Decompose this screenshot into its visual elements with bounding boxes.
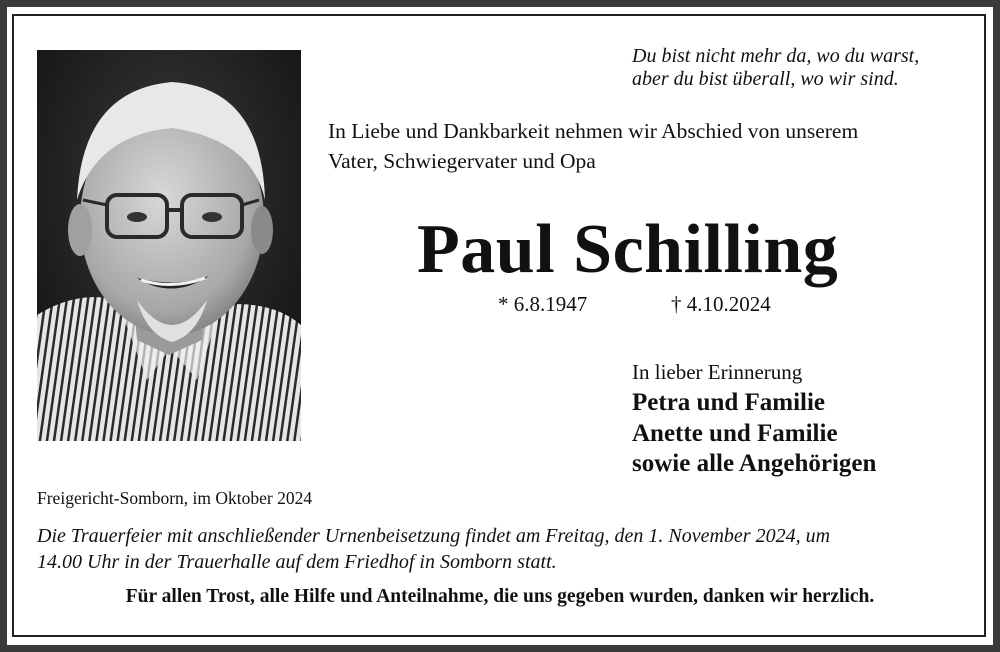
mourner-entry: sowie alle Angehörigen xyxy=(632,450,877,477)
intro-text xyxy=(328,116,968,176)
thanks-line: Für allen Trost, alle Hilfe und Anteilnahme, die uns gegeben wurden, danken wir herzlich. xyxy=(125,586,875,607)
mourner-entry: Petra und Familie xyxy=(632,389,826,416)
mourners-list xyxy=(632,388,876,480)
intro-line: Vater, Schwiegervater und Opa xyxy=(328,149,596,173)
remembrance-line: In lieber Erinnerung xyxy=(632,360,803,384)
birth-date: * 6.8.1947 xyxy=(498,292,588,316)
quote-line: aber du bist überall, wo wir sind. xyxy=(632,68,899,90)
quote-line: Du bist nicht mehr da, wo du warst, xyxy=(632,45,920,67)
ceremony-line: 14.00 Uhr in der Trauerhalle auf dem Friedhof in Somborn statt. xyxy=(37,551,557,573)
death-date: † 4.10.2024 xyxy=(671,292,771,316)
place-date: Freigericht-Somborn, im Oktober 2024 xyxy=(37,488,313,508)
portrait-photo xyxy=(37,50,301,441)
ceremony-line: Die Trauerfeier mit anschließender Urnenbeisetzung findet am Freitag, den 1. November 2024, um xyxy=(37,525,831,547)
mourner-entry: Anette und Familie xyxy=(632,419,838,447)
ceremony-notice xyxy=(37,523,967,575)
deceased-name: Paul Schilling xyxy=(417,211,839,288)
memorial-quote xyxy=(632,45,919,91)
intro-line: In Liebe und Dankbarkeit nehmen wir Abschied von unserem xyxy=(328,119,859,143)
